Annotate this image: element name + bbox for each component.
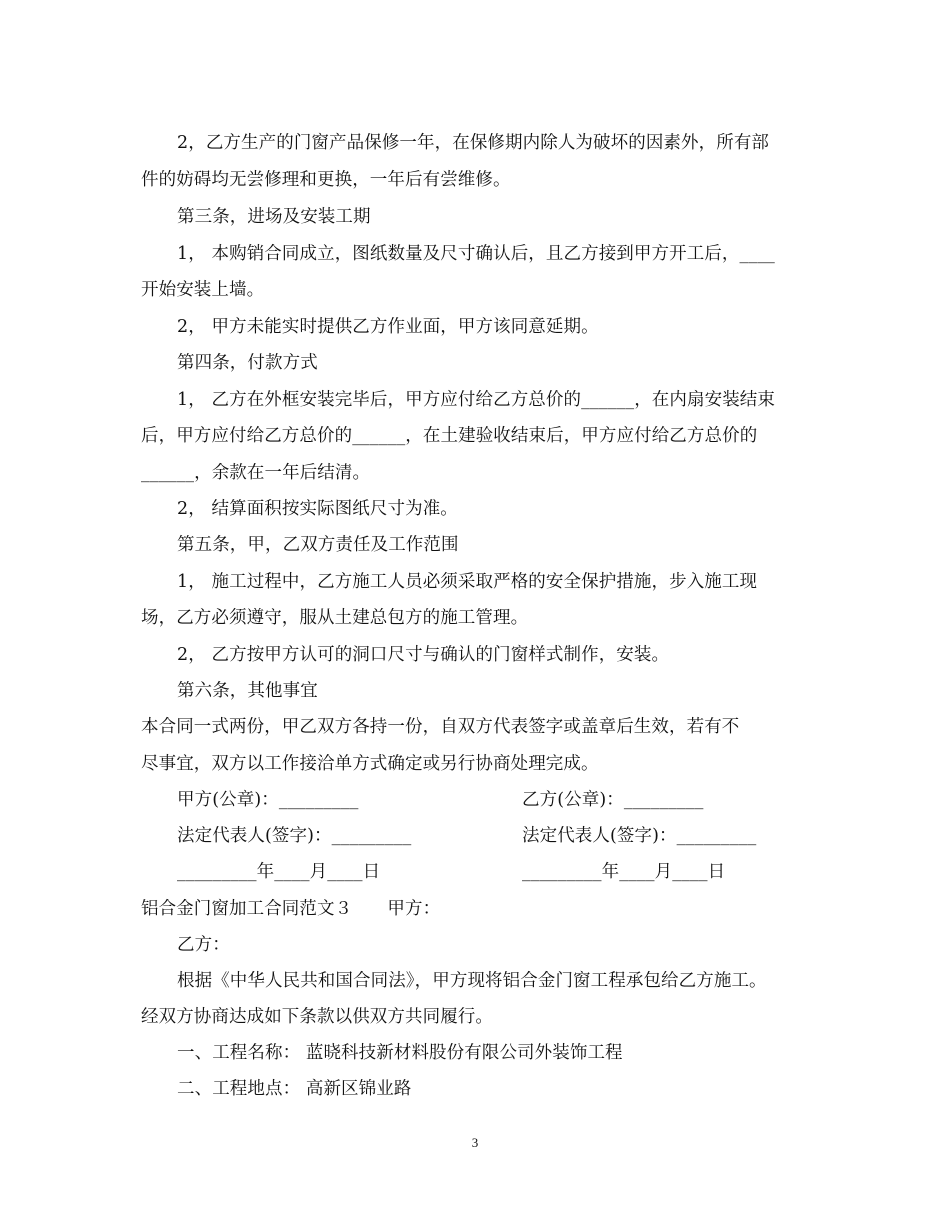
paragraph-line: 1， 施工过程中，乙方施工人员必须采取严格的安全保护措施，步入施工现	[177, 572, 758, 592]
party-b-seal-field: 乙方(公章)：_________	[522, 790, 704, 810]
paragraph-line: 2， 甲方未能实时提供乙方作业面，甲方该同意延期。	[177, 317, 599, 337]
party-b-date-field: _________年____月____日	[522, 862, 726, 882]
paragraph-line: 开始安装上墙。	[141, 280, 265, 300]
party-b-label: 乙方：	[177, 935, 230, 955]
paragraph-line: 件的妨碍均无尝修理和更换，一年后有尝维修。	[141, 170, 511, 190]
party-a-seal-field: 甲方(公章)：_________	[177, 790, 359, 810]
section-heading: 第五条，甲，乙双方责任及工作范围	[177, 535, 459, 555]
paragraph-line: 根据《中华人民共和国合同法》，甲方现将铝合金门窗工程承包给乙方施工。	[177, 971, 767, 991]
section-heading: 第三条，进场及安装工期	[177, 207, 371, 227]
paragraph-line: 2， 乙方按甲方认可的洞口尺寸与确认的门窗样式制作，安装。	[177, 645, 670, 665]
project-location-line: 二、工程地点： 高新区锦业路	[177, 1079, 412, 1099]
section-heading: 第六条，其他事宜	[177, 681, 318, 701]
project-name-line: 一、工程名称： 蓝晓科技新材料股份有限公司外装饰工程	[177, 1043, 623, 1063]
paragraph-line: 经双方协商达成如下条款以供双方共同履行。	[141, 1007, 493, 1027]
party-b-representative-field: 法定代表人(签字)：_________	[522, 826, 757, 846]
paragraph-line: 2， 结算面积按实际图纸尺寸为准。	[177, 499, 458, 519]
paragraph-line: 2，乙方生产的门窗产品保修一年，在保修期内除人为破坏的因素外，所有部	[177, 133, 770, 153]
paragraph-line: 后，甲方应付给乙方总价的______，在土建验收结束后，甲方应付给乙方总价的	[141, 426, 758, 446]
paragraph-line: ______，余款在一年后结清。	[141, 463, 371, 483]
paragraph-line: 1， 本购销合同成立，图纸数量及尺寸确认后，且乙方接到甲方开工后，____	[177, 244, 775, 264]
page-number: 3	[471, 1135, 479, 1150]
party-a-date-field: _________年____月____日	[177, 862, 381, 882]
contract-title: 铝合金门窗加工合同范文３ 甲方：	[141, 899, 441, 919]
section-heading: 第四条，付款方式	[177, 353, 318, 373]
paragraph-line: 尽事宜，双方以工作接洽单方式确定或另行协商处理完成。	[141, 754, 599, 774]
paragraph-line: 本合同一式两份，甲乙双方各持一份，自双方代表签字或盖章后生效，若有不	[141, 717, 740, 737]
paragraph-line: 场，乙方必须遵守，服从土建总包方的施工管理。	[141, 608, 529, 628]
party-a-representative-field: 法定代表人(签字)：_________	[177, 826, 412, 846]
paragraph-line: 1， 乙方在外框安装完毕后，甲方应付给乙方总价的______，在内扇安装结束	[177, 390, 775, 410]
